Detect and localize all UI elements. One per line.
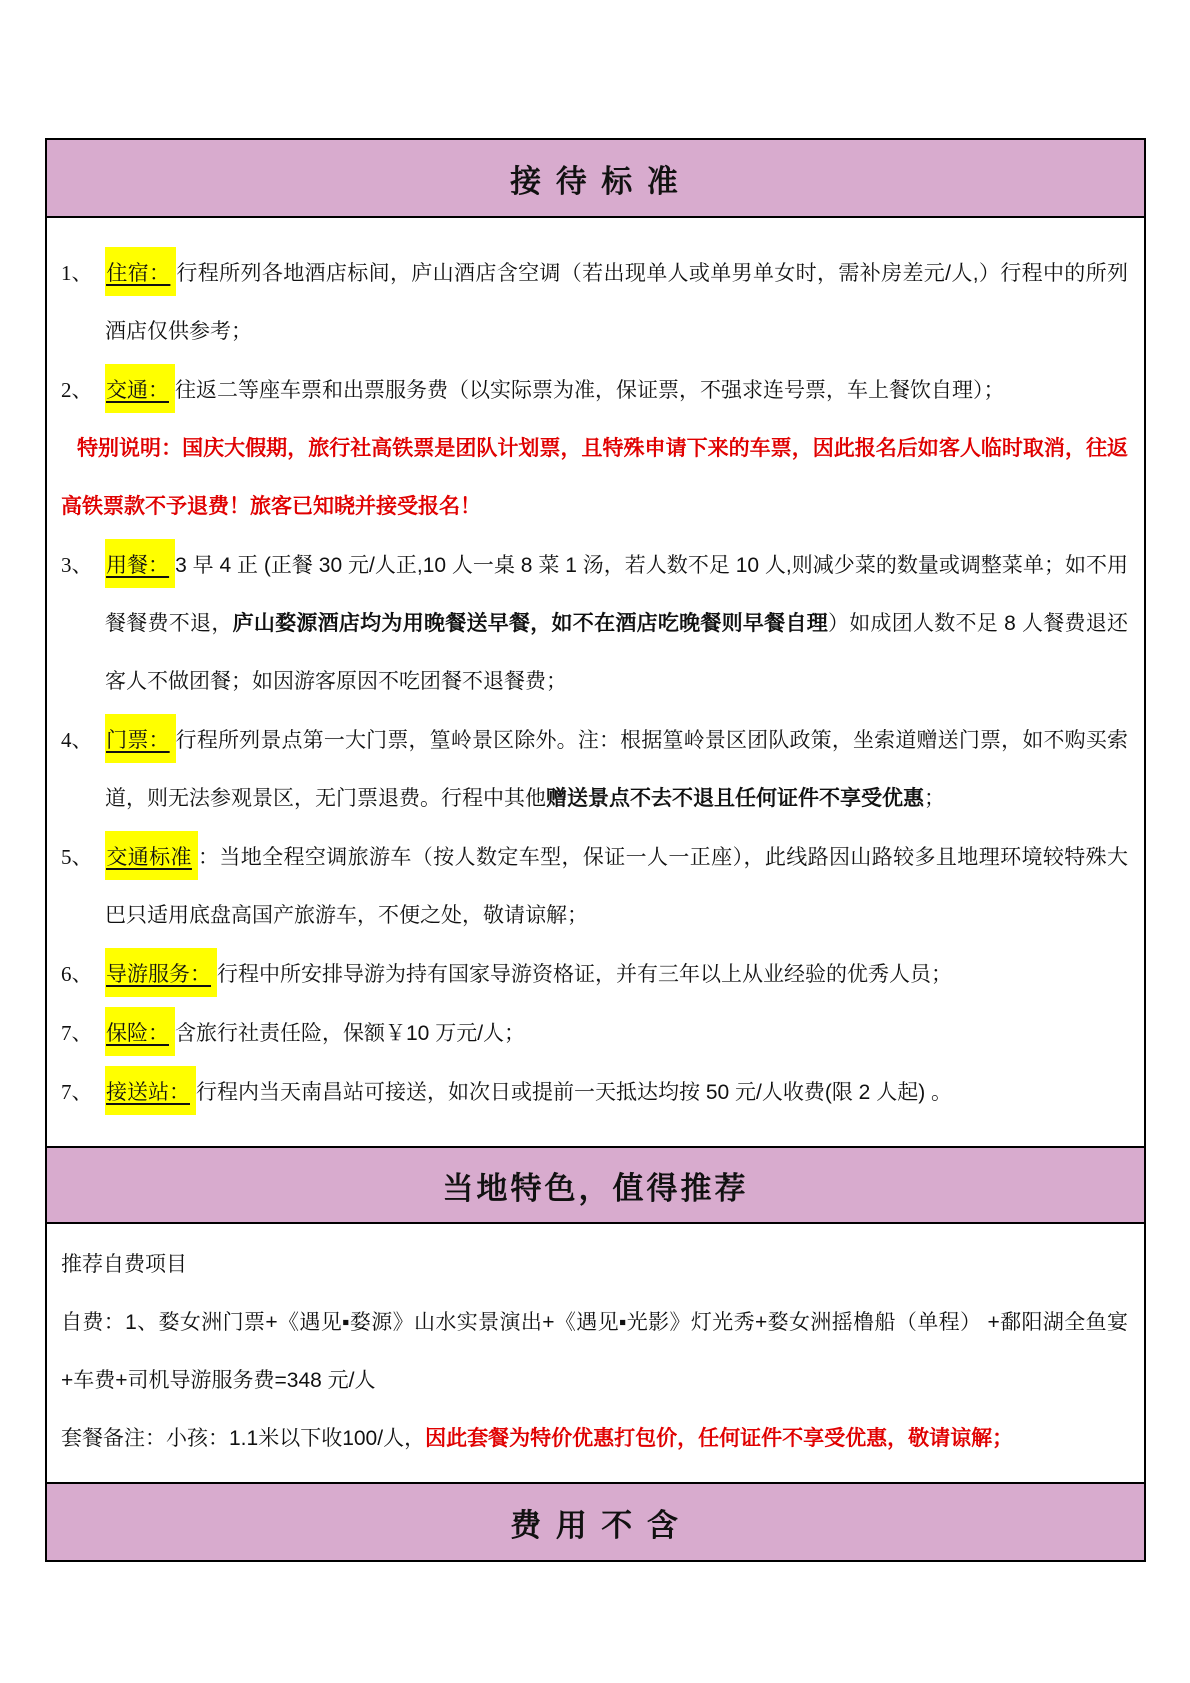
list-item [61, 361, 1128, 420]
highlighted-label: 交通标准 [105, 831, 198, 880]
reception-standards-body [47, 218, 1144, 1146]
list-item [61, 945, 1128, 1004]
section-header-local-features [47, 1146, 1144, 1224]
text-run: ：当地全程空调旅游车（按人数定车型，保证一人一正座），此线路因山路较多且地理环境较特殊大巴只适用底盘高国产旅游车，不便之处，敬请谅解； [105, 846, 1129, 927]
item-number: 2、 [61, 378, 93, 402]
text-run: 套餐备注：小孩：1.1米以下收100/人， [61, 1427, 426, 1450]
text-run: ）如成团人数不足 8 人餐费退还客人不做团餐；如因游客原因不吃团餐不退餐费； [105, 612, 1129, 693]
text-run: 推荐自费项目 [61, 1253, 187, 1276]
text-run: 行程中所安排导游为持有国家导游资格证，并有三年以上从业经验的优秀人员； [217, 963, 952, 986]
highlighted-label: 导游服务： [105, 948, 217, 997]
list-item [61, 536, 1128, 711]
item-number: 7、 [61, 1021, 93, 1045]
item-number: 7、 [61, 1080, 93, 1104]
text-run: 3 早 4 正 (正餐 30 元/人正,10 人一桌 8 菜 1 汤，若人数不足 10 人,则减少菜的数量或调整菜单；如不用餐餐费不退， [105, 554, 1129, 635]
list-item [61, 1294, 1128, 1410]
list-item [61, 244, 1128, 361]
item-number: 4、 [61, 728, 93, 752]
list-item [61, 1004, 1128, 1063]
highlighted-label: 门票： [105, 714, 176, 763]
item-number: 5、 [61, 845, 93, 869]
list-item [61, 1063, 1128, 1122]
bold-text-run: 庐山婺源酒店均为用晚餐送早餐，如不在酒店吃晚餐则早餐自理 [232, 612, 828, 635]
section-header-reception-standards [47, 140, 1144, 218]
section-header-fees-not-included [47, 1482, 1144, 1560]
list-item [61, 1410, 1128, 1468]
red-warning-text: 特别说明：国庆大假期，旅行社高铁票是团队计划票，且特殊申请下来的车票，因此报名后如客人临时取消，往返高铁票款不予退费！旅客已知晓并接受报名！ [61, 437, 1128, 518]
section-title: 当地特色，值得推荐 [442, 1170, 749, 1206]
text-run: 行程所列景点第一大门票，篁岭景区除外。注：根据篁岭景区团队政策，坐索道赠送门票，如不购买索道，则无法参观景区，无门票退费。行程中其他 [105, 729, 1129, 810]
text-run: 行程内当天南昌站可接送，如次日或提前一天抵达均按 50 元/人收费(限 2 人起) 。 [196, 1081, 953, 1104]
text-run: ； [924, 787, 945, 810]
local-features-body [47, 1224, 1144, 1482]
highlighted-label: 住宿： [105, 247, 176, 296]
highlighted-label: 接送站： [105, 1066, 196, 1115]
document-table [45, 138, 1146, 1562]
section-title: 费 用 不 含 [510, 1507, 681, 1543]
list-item [61, 1236, 1128, 1294]
red-warning-text: 因此套餐为特价优惠打包价，任何证件不享受优惠，敬请谅解； [425, 1427, 1014, 1450]
section-title: 接 待 标 准 [510, 163, 681, 199]
bold-text-run: 赠送景点不去不退且任何证件不享受优惠 [546, 787, 924, 810]
item-number: 1、 [61, 261, 93, 285]
text-run: 往返二等座车票和出票服务费（以实际票为准，保证票，不强求连号票，车上餐饮自理）； [175, 379, 1005, 402]
item-number: 6、 [61, 962, 93, 986]
special-note-paragraph [61, 420, 1128, 536]
list-item [61, 711, 1128, 828]
text-run: 行程所列各地酒店标间，庐山酒店含空调（若出现单人或单男单女时，需补房差元/人,）行程中的所列酒店仅供参考； [105, 262, 1129, 343]
highlighted-label: 用餐： [105, 539, 175, 588]
text-run: 自费：1、婺女洲门票+《遇见▪婺源》山水实景演出+《遇见▪光影》灯光秀+婺女洲摇橹船（单程） +鄱阳湖全鱼宴+车费+司机导游服务费=348 元/人 [61, 1311, 1128, 1392]
text-run: 含旅行社责任险，保额￥10 万元/人； [175, 1022, 526, 1045]
item-number: 3、 [61, 553, 93, 577]
list-item [61, 828, 1128, 945]
highlighted-label: 保险： [105, 1007, 175, 1056]
highlighted-label: 交通： [105, 364, 175, 413]
